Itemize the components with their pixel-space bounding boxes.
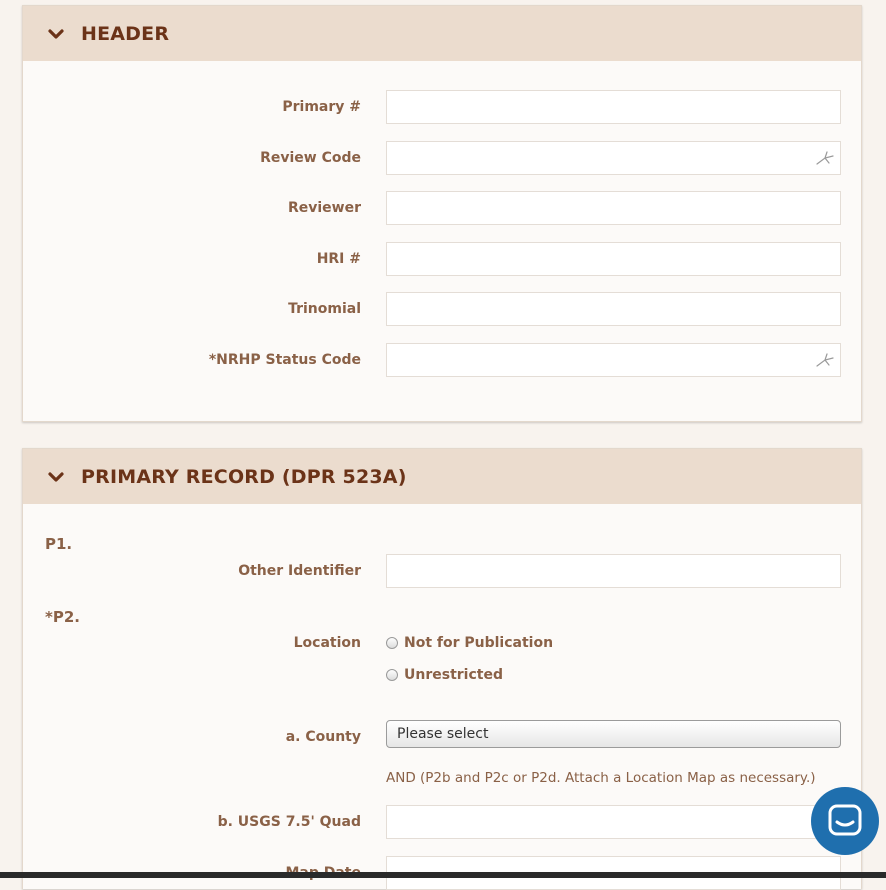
reviewer-label: Reviewer <box>287 200 361 216</box>
county-label: a. County <box>285 729 361 745</box>
radio-label-not-for-publication: Not for Publication <box>404 635 554 651</box>
review-code-label: Review Code <box>260 150 361 166</box>
header-panel-title: HEADER <box>81 22 170 45</box>
chat-launcher-button[interactable] <box>811 787 879 855</box>
taskbar-strip <box>0 872 886 878</box>
other-identifier-input[interactable] <box>386 554 841 588</box>
radio-circle[interactable] <box>386 637 398 649</box>
trinomial-input[interactable] <box>386 292 841 326</box>
hri-number-label: HRI # <box>316 251 361 267</box>
chat-bubble-icon <box>827 803 863 839</box>
other-identifier-label: Other Identifier <box>238 563 361 579</box>
lookup-picker-icon[interactable] <box>816 352 834 368</box>
radio-circle[interactable] <box>386 669 398 681</box>
primary-record-panel <box>22 448 862 889</box>
header-panel <box>22 5 862 422</box>
review-code-input[interactable] <box>386 141 841 175</box>
radio-label-unrestricted: Unrestricted <box>404 667 503 683</box>
section-p1-number: P1. <box>45 535 73 553</box>
header-panel-toggle[interactable] <box>23 6 861 61</box>
usgs-quad-label: b. USGS 7.5' Quad <box>217 814 361 830</box>
location-label: Location <box>293 635 361 651</box>
lookup-picker-icon[interactable] <box>816 150 834 166</box>
primary-number-label: Primary # <box>282 99 361 115</box>
chevron-down-icon <box>47 468 65 486</box>
primary-number-input[interactable] <box>386 90 841 124</box>
reviewer-input[interactable] <box>386 191 841 225</box>
trinomial-label: Trinomial <box>288 301 361 317</box>
county-select[interactable]: Please select <box>386 720 841 748</box>
usgs-quad-input[interactable] <box>386 805 841 839</box>
primary-record-panel-title: PRIMARY RECORD (DPR 523A) <box>81 465 407 488</box>
hri-number-input[interactable] <box>386 242 841 276</box>
radio-not-for-publication[interactable] <box>386 635 553 651</box>
location-hint-text: AND (P2b and P2c or P2d. Attach a Location Map as necessary.) <box>386 770 816 786</box>
nrhp-status-code-input[interactable] <box>386 343 841 377</box>
section-p2-number: *P2. <box>45 608 80 626</box>
radio-unrestricted[interactable] <box>386 667 503 683</box>
primary-record-panel-toggle[interactable] <box>23 449 861 504</box>
chevron-down-icon <box>47 25 65 43</box>
nrhp-status-code-label: *NRHP Status Code <box>208 352 361 368</box>
